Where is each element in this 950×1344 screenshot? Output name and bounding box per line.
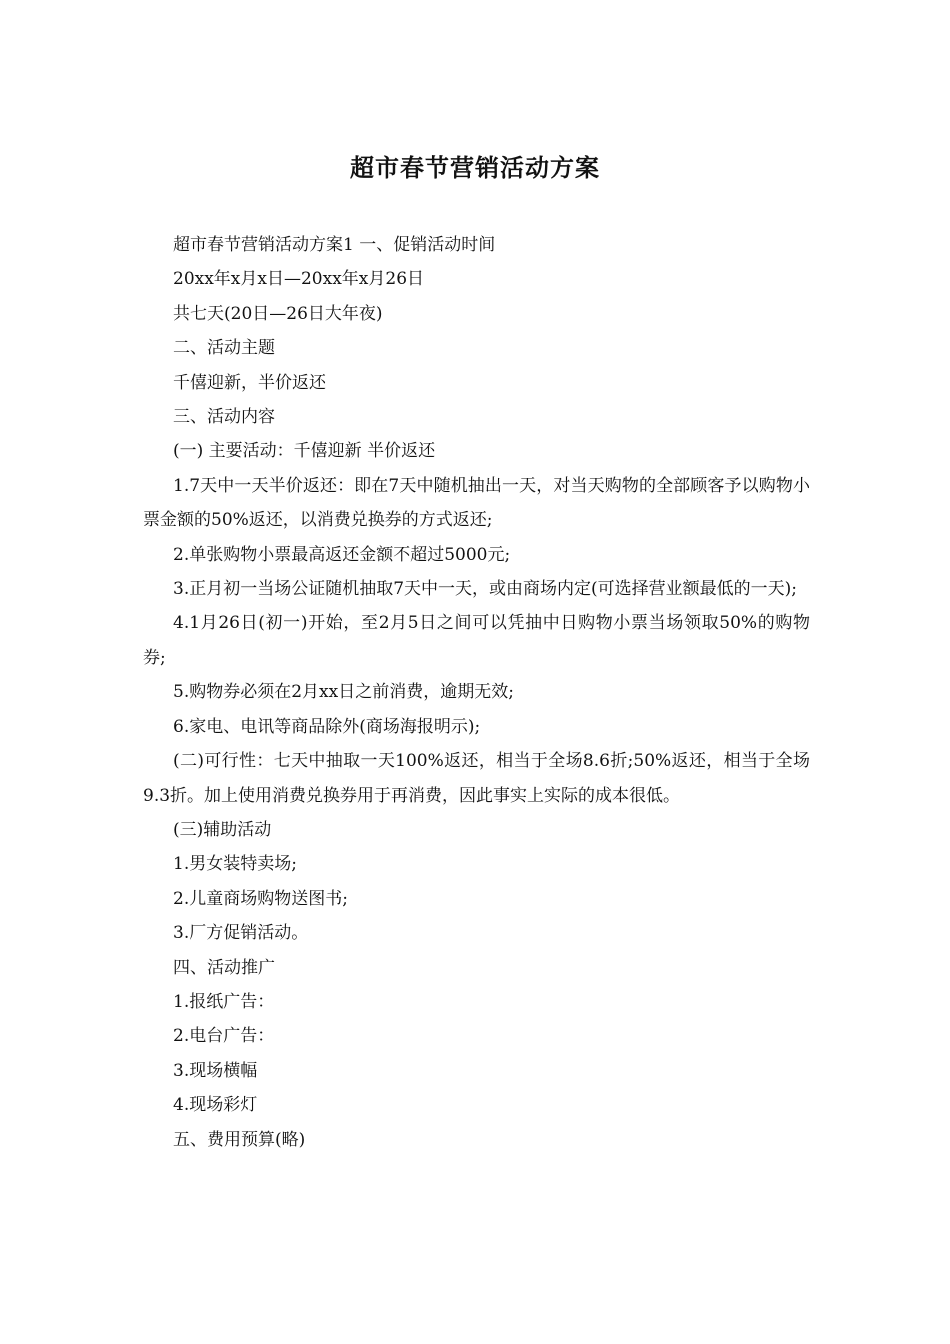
paragraph: 3.厂方促销活动。 <box>173 923 309 944</box>
paragraph: 1.报纸广告： <box>173 991 275 1012</box>
paragraph: 5.购物券必须在2月xx日之前消费，逾期无效; <box>173 682 514 703</box>
document-body <box>143 228 810 1157</box>
paragraph: 超市春节营销活动方案1 一、促销活动时间 <box>173 235 496 255</box>
section-heading: 五、费用预算(略) <box>173 1129 306 1150</box>
paragraph: 2.儿童商场购物送图书; <box>173 888 348 909</box>
paragraph: 3.现场横幅 <box>173 1060 258 1081</box>
paragraph: 2.单张购物小票最高返还金额不超过5000元; <box>173 544 511 565</box>
paragraph: (二)可行性：七天中抽取一天100%返还，相当于全场8.6折;50%返还，相当于全场9.3折。加上使用消费兑换券用于再消费，因此事实上实际的成本很低。 <box>143 751 810 806</box>
paragraph: 1.7天中一天半价返还：即在7天中随机抽出一天，对当天购物的全部顾客予以购物小票金额的50%返还，以消费兑换券的方式返还; <box>143 475 810 531</box>
paragraph: (一) 主要活动：千僖迎新 半价返还 <box>173 441 436 462</box>
paragraph: 2.电台广告： <box>173 1026 275 1047</box>
document-title: 超市春节营销活动方案 <box>350 153 600 182</box>
section-heading: 二、活动主题 <box>173 338 275 359</box>
paragraph: 4.现场彩灯 <box>173 1095 258 1116</box>
paragraph: 共七天(20日—26日大年夜) <box>173 303 383 324</box>
paragraph: 千僖迎新，半价返还 <box>173 372 326 393</box>
paragraph: 4.1月26日(初一)开始，至2月5日之间可以凭抽中日购物小票当场领取50%的购物券; <box>143 613 810 668</box>
section-heading: 三、活动内容 <box>173 407 275 428</box>
paragraph: 20xx年x月x日—20xx年x月26日 <box>173 269 425 290</box>
paragraph: 6.家电、电讯等商品除外(商场海报明示); <box>173 716 481 737</box>
paragraph: 1.男女装特卖场; <box>173 854 297 875</box>
paragraph: 3.正月初一当场公证随机抽取7天中一天，或由商场内定(可选择营业额最低的一天); <box>173 579 798 600</box>
section-heading: 四、活动推广 <box>173 957 275 978</box>
paragraph: (三)辅助活动 <box>173 819 272 840</box>
